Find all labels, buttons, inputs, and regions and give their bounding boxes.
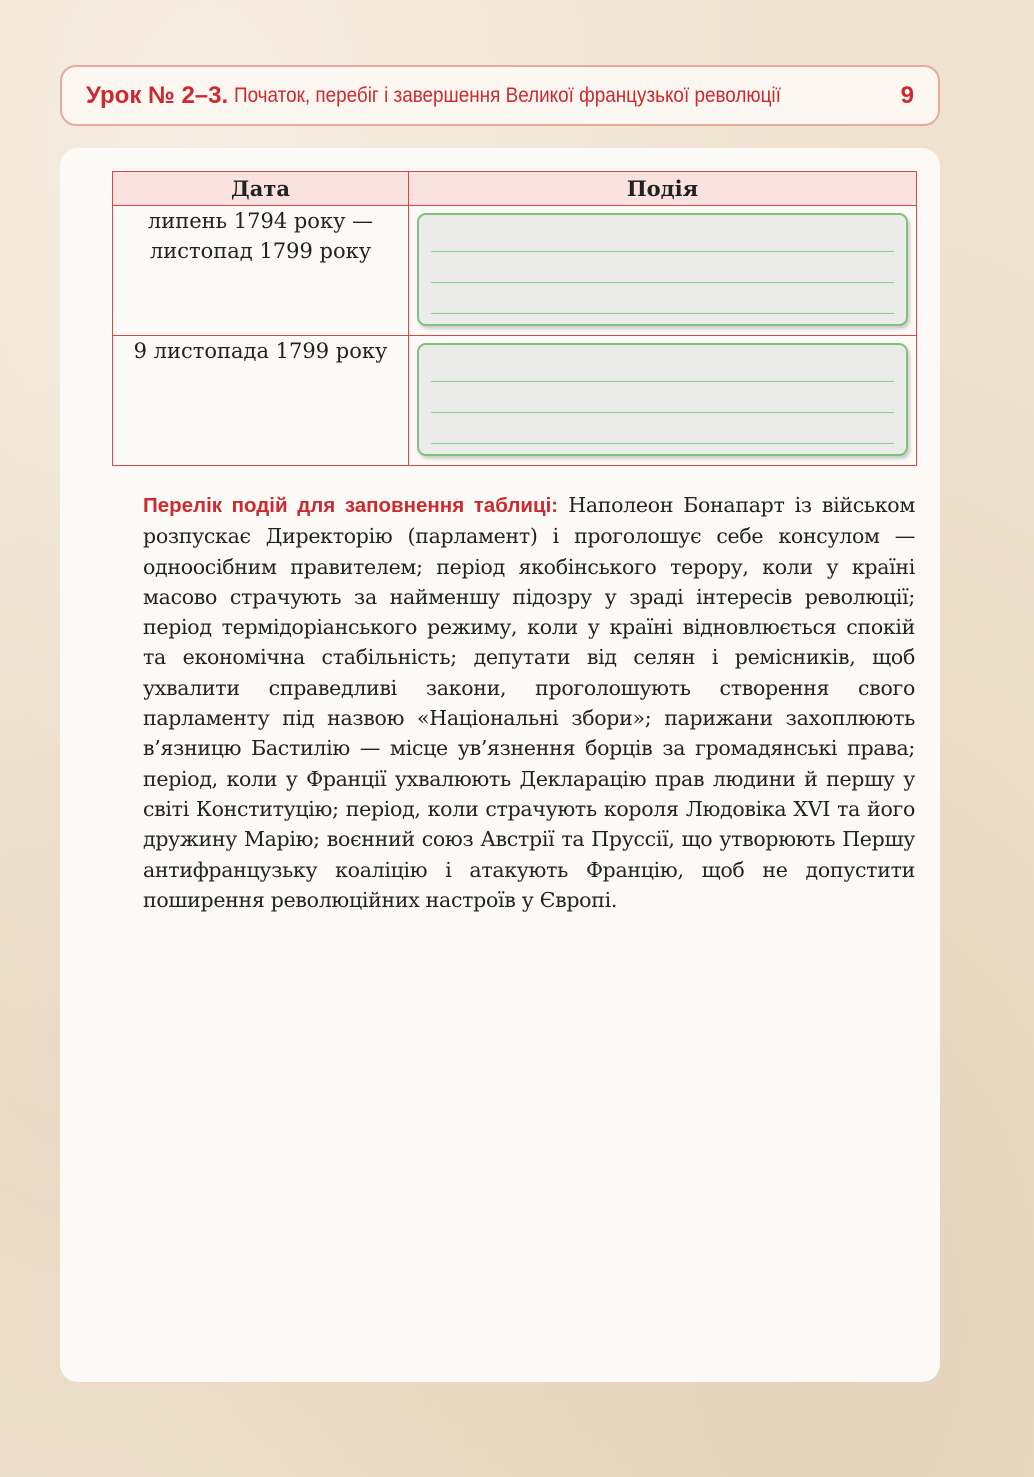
date-cell — [113, 206, 409, 336]
table-row — [113, 206, 917, 336]
event-cell — [409, 336, 917, 466]
writing-line — [431, 251, 894, 252]
page-number: 9 — [900, 81, 914, 109]
event-cell — [409, 206, 917, 336]
date-cell — [113, 336, 409, 466]
table-header-row — [113, 172, 917, 206]
events-list-lead: Перелік подій для заповнення таблиці: — [143, 494, 559, 517]
lesson-header — [60, 65, 940, 126]
writing-line — [431, 282, 894, 283]
lesson-title: Початок, перебіг і завершення Великої французької революції — [234, 83, 782, 107]
answer-field[interactable] — [417, 213, 908, 326]
writing-line — [431, 313, 894, 314]
writing-line — [431, 412, 894, 413]
column-header-date: Дата — [113, 172, 409, 206]
events-table — [112, 171, 917, 466]
events-list-text: Наполеон Бонапарт із військом розпускає Директорію (парламент) і проголошує себе консулом — одноосібним правителем; період якобінського терору, коли у країні масово страчують за найменшу підозру у зраді інтересів революції; період термідоріанського режиму, коли у країні відновлюється спокій та економічна стабільність; депутати від селян і ремісників, щоб ухвалити справедливі закони, проголошують створення свого парламенту під назвою «Національні збори»; парижани захоплюють в’язницю Бастилію — місце ув’язнення борців за громадянські права; період, коли у Франції ухвалюють Декларацію прав людини й першу у світі Конституцію; період, коли страчують короля Людовіка XVI та його дружину Марію; воєнний союз Австрії та Пруссії, що утворюють Першу антифранцузьку коаліцію і атакують Францію, щоб не допустити поширення революційних настроїв у Європі. — [143, 493, 915, 912]
lesson-number: Урок № 2–3. — [86, 81, 229, 109]
writing-line — [431, 381, 894, 382]
column-header-event: Подія — [409, 172, 917, 206]
events-list-paragraph — [143, 490, 915, 915]
answer-field[interactable] — [417, 343, 908, 456]
date-text: 9 листопада 1799 року — [133, 339, 388, 363]
date-text: липень 1794 року — листопад 1799 року — [147, 209, 374, 263]
writing-line — [431, 443, 894, 444]
table-row — [113, 336, 917, 466]
